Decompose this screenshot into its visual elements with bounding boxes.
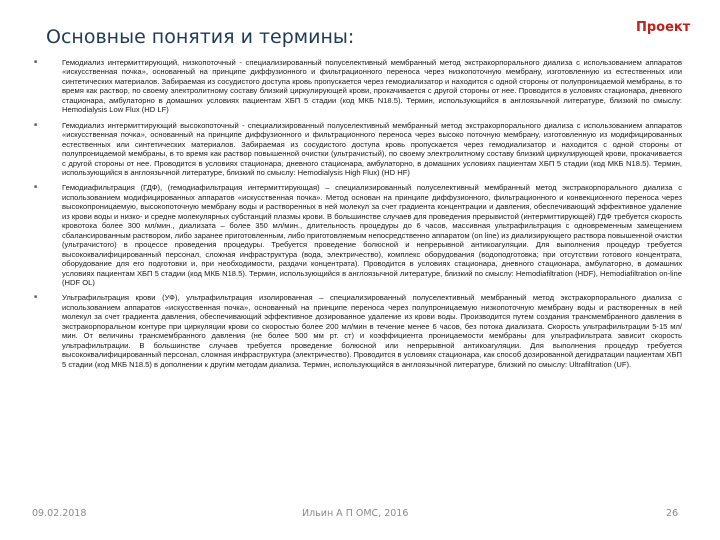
slide-title: Основные понятия и термины:: [46, 26, 355, 48]
draft-badge: Проект: [636, 20, 691, 35]
term-hemodialysis-high-flux: ■ Гемодиализ интермиттирующий высокопоточный - специализированный полуселективный мембранный метод экстракорпорального диализа с использованием аппаратов «искусственная почка», основанный на принципе диффузионного и фильтрационного переноса через высоко поточную мембрану, изготовленную из модифицированных естественных или синтетических материалов. Забираемая из сосудистого доступа кровь пропускается через гемодиализатор и находится с одной стороны от полупроницаемой мембраны, в то время как раствор повышенной очистки (ультрачистый), по своему электролитному составу близкий циркулирующей крови, прокачивается с другой стороны от нее. Проводится в условиях стационара, дневного стационара, амбулаторно, в домашних условиях пациентам ХБП 5 стадии (код МКБ N18.5). Термин, использующийся в англоязычной литературе, близкий по смыслу: Hemodialysis High Flux) (HD HF): [34, 121, 682, 178]
term-hemodialysis-low-flux: ■ Гемодиализ интермиттирующий, низкопоточный - специализированный полуселективный мембранный метод экстракорпорального диализа с использованием аппаратов «искусственная почка», основанный на принципе диффузионного и фильтрационного переноса через низкопоточную мембрану, изготовленную из естественных или синтетических материалов. Забираемая из сосудистого доступа кровь пропускается через гемодиализатор и находится с одной стороны от полупроницаемой мембраны, в то время как раствор, по своему электролитному составу близкий циркулирующей крови, прокачивается с другой стороны от нее. Проводится в условиях стационара, дневного стационара, амбулаторно в домашних условиях пациентам ХБП 5 стадии (код МКБ N18.5). Термин, использующийся в англоязычной литературе, близкий по смыслу: Hemodialysis Low Flux (HD LF): [34, 58, 682, 115]
footer-author: Ильин А П ОМС, 2016: [302, 508, 409, 519]
terms-list: [34, 58, 682, 375]
term-ultrafiltration: ■ Ультрафильтрация крови (УФ), ультрафильтрация изолированная – специализированный полуселективный мембранный метод экстракорпорального диализа с использованием аппаратов «искусственная почка», основанный на принципе переноса через полупроницаемую низкопоточную мембрану воды и растворенных в ней молекул за счет градиента давления, обеспечивающий эффективное дозированное удаление из крови воды. Производится путем создания трансмембранного давления в экстракорпоральном контуре при циркуляции крови со скоростью более 200 мл/мин в течение менее 6 часов, без потока диализата. Скорость ультрафильтрации 5-15 мл/мин. От величины трансмембранного давления (не более 500 мм рт. ст) и коэффициента проницаемости мембраны для ультрафильтрата зависит скорость ультрафильтрации. В большинстве случаев требуется проведение болюсной или непрерывной антикоагуляции. Для выполнения процедур требуется высококвалифицированный персонал, сложная инфраструктура (электричество). Проводится в условиях стационара, как способ дозированной дегидратации пациентам ХБП 5 стадии (код МКБ N18.5) в дополнении к другим методам диализа. Термин, использующийся в англоязычной литературе, близкий по смыслу: Ultrafiltration (UF).: [34, 293, 682, 369]
page-number: 26: [666, 508, 679, 519]
footer-date: 09.02.2018: [32, 508, 87, 519]
term-hemodiafiltration: ■ Гемодиафильтрация (ГДФ), (гемодиафильтрация интермиттирующая) – специализированный полуселективный мембранный метод экстракорпорального диализа с использованием модифицированных аппаратов «искусственная почка». Метод основан на принципе диффузионного, фильтрационного и конвекционного переноса через высокопроницаемую, высокопоточную мембрану воды и растворенных в ней молекул за счет градиента концентрации и давления, обеспечивающий эффективное удаление из крови воды и низко- и средне молекулярных субстанций плазмы крови. В большинстве случаев для проведения прерывистой (интермиттирующей) ГДФ требуется скорость кровотока более 300 мл/мин., диализата – более 350 мл/мин., длительность процедуры до 6 часов, массивная ультрафильтрация с одновременным замещением сбалансированным раствором, либо заранее приготовленным, либо приготовляемым непосредственно аппаратом (on line) из диализирующего раствора повышенной очистки (ультрачистого) в процессе проведения процедуры. Требуется проведение болюсной и непрерывной антикоагуляции. Для выполнения процедур требуется высококвалифицированный персонал, сложная инфраструктура (вода, электричество), комплекс оборудования (водоподготовка; при отсутствии готового концентрата, оборудование для его подготовки и, при необходимости, раздачи концентрата). Проводится в условиях стационара, дневного стационара, амбулаторно, в домашних условиях пациентам ХБП 5 стадии (код МКБ N18.5). Термин, использующийся в англоязычной литературе, близкий по смыслу: Hemodiafiltration (HDF), Hemodiafiltration on-line (HDF OL): [34, 183, 682, 287]
